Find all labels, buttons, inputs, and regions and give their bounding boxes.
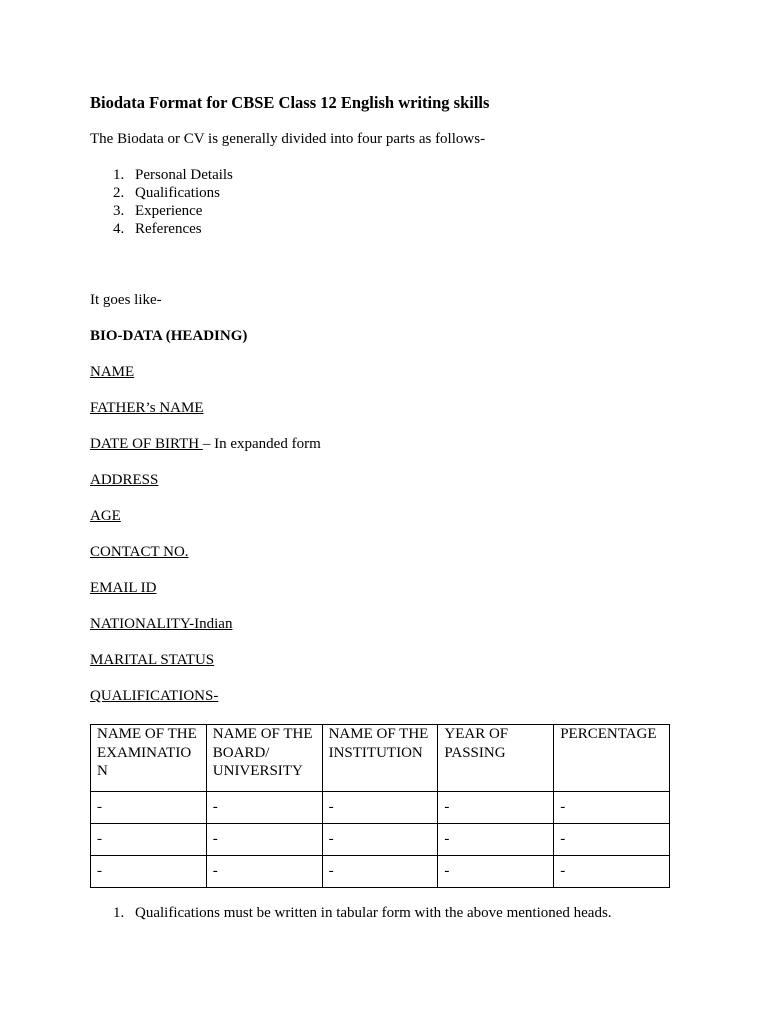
list-number: 3.	[113, 203, 125, 219]
table-cell: -	[554, 792, 670, 824]
table-cell: -	[206, 824, 322, 856]
biodata-parts-list	[90, 166, 233, 238]
table-cell: -	[91, 792, 207, 824]
dob-note: – In expanded form	[202, 436, 321, 452]
list-item	[90, 184, 233, 202]
header-percentage: PERCENTAGE	[554, 725, 670, 792]
table-cell: -	[322, 792, 438, 824]
table-row	[91, 856, 670, 888]
list-item-label: Personal Details	[135, 167, 233, 183]
table-cell: -	[438, 824, 554, 856]
field-nationality: NATIONALITY-Indian	[90, 616, 233, 632]
dob-label: DATE OF BIRTH	[90, 436, 203, 452]
table-header-row	[91, 725, 670, 792]
table-cell: -	[322, 824, 438, 856]
header-year-of-passing: YEAR OF PASSING	[438, 725, 554, 792]
table-cell: -	[322, 856, 438, 888]
goes-like-text: It goes like-	[90, 292, 162, 308]
list-item-label: Experience	[135, 203, 203, 219]
table-cell: -	[438, 792, 554, 824]
list-number: 1.	[113, 905, 125, 921]
table-cell: -	[91, 824, 207, 856]
table-row	[91, 824, 670, 856]
note-text: Qualifications must be written in tabular form with the above mentioned heads.	[135, 905, 612, 921]
field-address: ADDRESS	[90, 472, 159, 488]
field-name: NAME	[90, 364, 135, 380]
field-date-of-birth	[90, 436, 321, 453]
table-cell: -	[438, 856, 554, 888]
list-item	[90, 166, 233, 184]
list-item	[90, 220, 233, 238]
field-email: EMAIL ID	[90, 580, 157, 596]
list-item-label: Qualifications	[135, 185, 220, 201]
table-cell: -	[206, 792, 322, 824]
list-item-label: References	[135, 221, 202, 237]
header-examination: NAME OF THE EXAMINATIO N	[91, 725, 207, 792]
field-qualifications: QUALIFICATIONS-	[90, 688, 219, 704]
table-cell: -	[91, 856, 207, 888]
header-board-university: NAME OF THE BOARD/ UNIVERSITY	[206, 725, 322, 792]
table-cell: -	[554, 824, 670, 856]
field-contact: CONTACT NO.	[90, 544, 189, 560]
field-fathers-name: FATHER’s NAME	[90, 400, 204, 416]
list-number: 4.	[113, 221, 125, 237]
document-title: Biodata Format for CBSE Class 12 English writing skills	[90, 93, 490, 112]
intro-paragraph: The Biodata or CV is generally divided into four parts as follows-	[90, 131, 486, 147]
header-institution: NAME OF THE INSTITUTION	[322, 725, 438, 792]
field-age: AGE	[90, 508, 121, 524]
list-item	[90, 202, 233, 220]
qualifications-note	[90, 905, 612, 922]
table-row	[91, 792, 670, 824]
list-number: 1.	[113, 167, 125, 183]
field-marital-status: MARITAL STATUS	[90, 652, 215, 668]
table-cell: -	[206, 856, 322, 888]
table-cell: -	[554, 856, 670, 888]
qualifications-table	[90, 724, 670, 888]
biodata-heading: BIO-DATA (HEADING)	[90, 328, 248, 344]
list-number: 2.	[113, 185, 125, 201]
